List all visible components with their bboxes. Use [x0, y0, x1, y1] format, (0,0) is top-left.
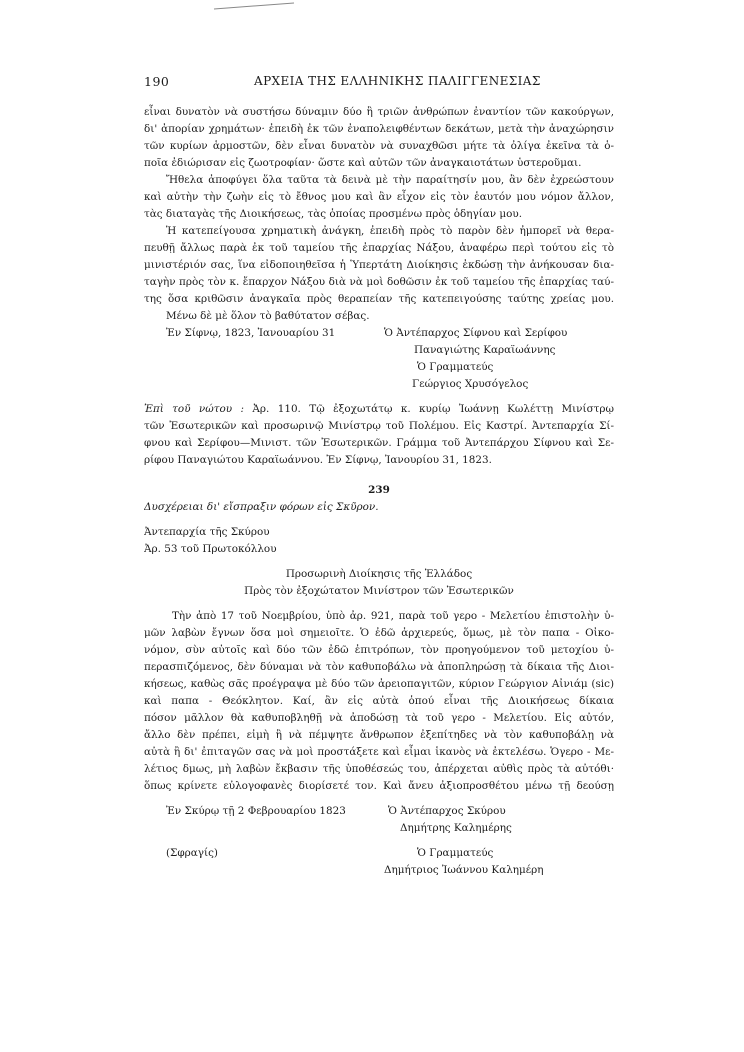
text-line: [144, 401, 614, 418]
text-line: ὅπως κρίνετε εὐλογοφανὲς διορίσετέ τον. Καὶ ἄνευ ἀξιοπροσθέτου μένω τῇ δεούσῃ: [144, 780, 614, 792]
document-number: 239: [368, 484, 390, 496]
protocol-number: Ἀρ. 53 τοῦ Πρωτοκόλλου: [144, 543, 277, 555]
document-summary: Δυσχέρειαι δι' εἴσπραξιν φόρων εἰς Σκῦρον.: [144, 501, 379, 513]
text-line: νόμον, σὺν αὐτοῖς καὶ δύο τῶν ἐδῶ ἐπιτρόπων, τὸν προηγούμενον τοῦ μετοχίου ὑ-: [144, 644, 614, 656]
text-line: τὰς διαταγὰς τῆς Διοικήσεως, τὰς ὁποίας προσμένω πρὸς ὁδηγίαν μου.: [144, 208, 522, 220]
doc1-secretary-title: Ὁ Γραμματεύς: [417, 361, 494, 373]
text-line: μῶν λαβὼν ἔγνων ὅσα μοὶ σημειοῖτε. Ὁ ἐδῶ ἀρχιερεύς, ὅμως, μὲ τὸν παπα - Οἰκο-: [144, 627, 614, 639]
text-line: Τὴν ἀπὸ 17 τοῦ Νοεμβρίου, ὑπὸ ἀρ. 921, παρὰ τοῦ γερο - Μελετίου ἐπιστολὴν ὑ-: [172, 610, 614, 622]
doc1-secretary-name: Γεώργιος Χρυσόγελος: [412, 378, 529, 390]
page-header: [144, 74, 614, 94]
doc1-place-date: Ἐν Σίφνῳ, 1823, Ἰανουαρίου 31: [166, 327, 336, 339]
text-line: μινιστέριόν σας, ἵνα εἰδοποιηθεῖσα ἡ Ὑπερτάτη Διοίκησις ἐκδώσῃ τὴν ἀνήκουσαν δια-: [144, 259, 614, 271]
doc1-paragraph-2: [144, 172, 614, 223]
text-line: κήσεως, καθὼς σᾶς προέγραψα μὲ δύο τῶν ἀρειοπαγιτῶν, κύριον Γεώργιον Αἰνιάμ (sic): [144, 678, 614, 690]
text-line: ταγὴν πρὸς τὸν κ. ἔπαρχον Νάξου διὰ νὰ μοὶ δοθῶσιν ἐκ τοῦ ταμείου τῆς ἐπαρχίας ταύ-: [144, 276, 614, 288]
text-line: αὐτὰ ἢ δι' ἐπιταγῶν σας νὰ μοὶ προστάξετε καὶ εἶμαι ἱκανὸς νὰ ἐκτελέσω. Ὁγερο - Με-: [144, 746, 614, 758]
doc2-signer-name: Δημήτρης Καλημέρης: [400, 822, 512, 834]
doc2-signer-title: Ὁ Ἀντέπαρχος Σκύρου: [388, 805, 506, 817]
doc1-closing: Μένω δὲ μὲ ὅλον τὸ βαθύτατον σέβας.: [166, 310, 370, 322]
addressee-line-2: Πρὸς τὸν ἐξοχώτατον Μινίστρον τῶν Ἐσωτερικῶν: [244, 585, 514, 597]
page-body: [144, 104, 614, 879]
doc1-dorsal-note: [144, 401, 614, 469]
page-number: 190: [144, 74, 170, 89]
text-line: καὶ αὐτὴν τὴν ζωὴν εἰς τὸ ἔθνος μου καὶ ἂν εἶχον εἰς τὸν ἑαυτόν μου νόμον ἄλλον,: [144, 191, 614, 203]
text-line: πευθῇ ἄλλως παρὰ ἐκ τοῦ ταμείου τῆς ἐπαρχίας Νάξου, ἀναφέρω περὶ τούτου εἰς τὸ: [144, 242, 614, 254]
addressee-line-1: Προσωρινὴ Διοίκησις τῆς Ἑλλάδος: [285, 568, 473, 580]
text-line: Ἤθελα ἀποφύγει ὅλα ταῦτα τὰ δεινὰ μὲ τὴν παραίτησίν μου, ἂν δὲν ἐχρεώστουν: [166, 174, 614, 186]
doc1-signature-row: [144, 325, 614, 342]
text-line: της ὅσα κριθῶσιν ἀναγκαῖα πρὸς θεραπείαν τῆς κατεπειγούσης ταύτης χρείας μου.: [144, 293, 614, 305]
text-line: πόσον μᾶλλον θὰ καθυποβληθῇ νὰ ἀποδώσῃ τὰ τοῦ γερο - Μελετίου. Εἰς αὐτόν,: [144, 712, 614, 724]
text-line: λέτιος δμως, μὴ λαβὼν ἔκβασιν τῆς ὑποθέσεώς του, ἀπέρχεται αὐθὶς πρὸς τὰ αὐτόθι·: [144, 763, 614, 775]
text-line: δι' ἀπορίαν χρημάτων· ἐπειδὴ ἐκ τῶν ἐναπολειφθέντων δεκάτων, μετὰ τὴν ἀναχώρησιν: [144, 123, 614, 135]
dorsal-first-line: Ἀρ. 110. Τῷ ἐξοχωτάτῳ κ. κυρίῳ Ἰωάννῃ Κωλέττῃ Μινίστρῳ: [252, 403, 614, 415]
sender: Ἀντεπαρχία τῆς Σκύρου: [144, 526, 270, 538]
scan-mark: [212, 0, 297, 12]
text-line: Ἡ κατεπείγουσα χρηματικὴ ἀνάγκη, ἐπειδὴ πρὸς τὸ παρὸν δὲν ἠμπορεῖ νὰ θερα-: [166, 225, 614, 237]
doc1-paragraph-1: [144, 104, 614, 172]
text-line: καὶ παπα - Θεόκλητον. Καί, ἂν εἰς αὐτὰ ὁπού εἶναι τῆς Διοικήσεως δίκαια: [144, 695, 614, 707]
text-line: τῶν κυρίων ἁρμοστῶν, δὲν εἶναι δυνατὸν νὰ συναχθῶσι μήτε τὰ ὀλίγα ἐκεῖνα τὰ ὁ-: [144, 140, 614, 152]
doc2-place-date: Ἐν Σκύρῳ τῇ 2 Φεβρουαρίου 1823: [166, 805, 346, 817]
doc1-signer-name: Παναγιώτης Καραϊωάννης: [414, 344, 556, 356]
doc2-secretary-name: Δημήτριος Ἰωάννου Καλημέρη: [384, 864, 544, 876]
text-line: ποῖα ἐδιώρισαν εἰς ζωοτροφίαν· ὥστε καὶ αὐτῶν τῶν ἀναγκαιοτάτων ὑστεροῦμαι.: [144, 157, 582, 169]
doc2-signature-row: [144, 803, 614, 820]
doc1-paragraph-3: [144, 223, 614, 308]
dorsal-label: Ἐπὶ τοῦ νώτου :: [144, 403, 244, 415]
seal-note: (Σφραγίς): [166, 847, 218, 859]
doc2-secretary-title: Ὁ Γραμματεύς: [417, 847, 494, 859]
text-line: εἶναι δυνατὸν νὰ συστήσω δύναμιν δύο ἢ τριῶν ἀνθρώπων ἐναντίον τῶν κακούργων,: [144, 106, 614, 118]
text-line: φνου καὶ Σερίφου—Μινιστ. τῶν Ἐσωτερικῶν. Γράμμα τοῦ Ἀντεπάρχου Σίφνου καὶ Σε-: [144, 437, 614, 449]
text-line: ἄλλο δὲν πρέπει, εἰμὴ ἢ νὰ πέμψητε ἄνθρωπον ἐξεπίτηδες νὰ τὸν καθυποβάλῃ νὰ: [144, 729, 614, 741]
running-title: ΑΡΧΕΙΑ ΤΗΣ ΕΛΛΗΝΙΚΗΣ ΠΑΛΙΓΓΕΝΕΣΙΑΣ: [254, 74, 541, 88]
doc2-body: [144, 608, 614, 795]
doc1-signer-title: Ὁ Ἀντέπαρχος Σίφνου καὶ Σερίφου: [384, 327, 568, 339]
text-line: τῶν Ἐσωτερικῶν καὶ προσωρινῷ Μινίστρῳ τοῦ Πολέμου. Εἰς Καστρί. Ἀντεπαρχία Σί-: [144, 420, 614, 432]
text-line: περασπιζόμενος, δὲν δύναμαι νὰ τὸν καθυποβάλω νὰ ἀποπληρώσῃ τὰ δίκαια τῆς Διοι-: [144, 661, 614, 673]
text-line: ρίφου Παναγιώτου Καραϊωάννου. Ἐν Σίφνῳ, Ἰανουρίου 31, 1823.: [144, 454, 492, 466]
